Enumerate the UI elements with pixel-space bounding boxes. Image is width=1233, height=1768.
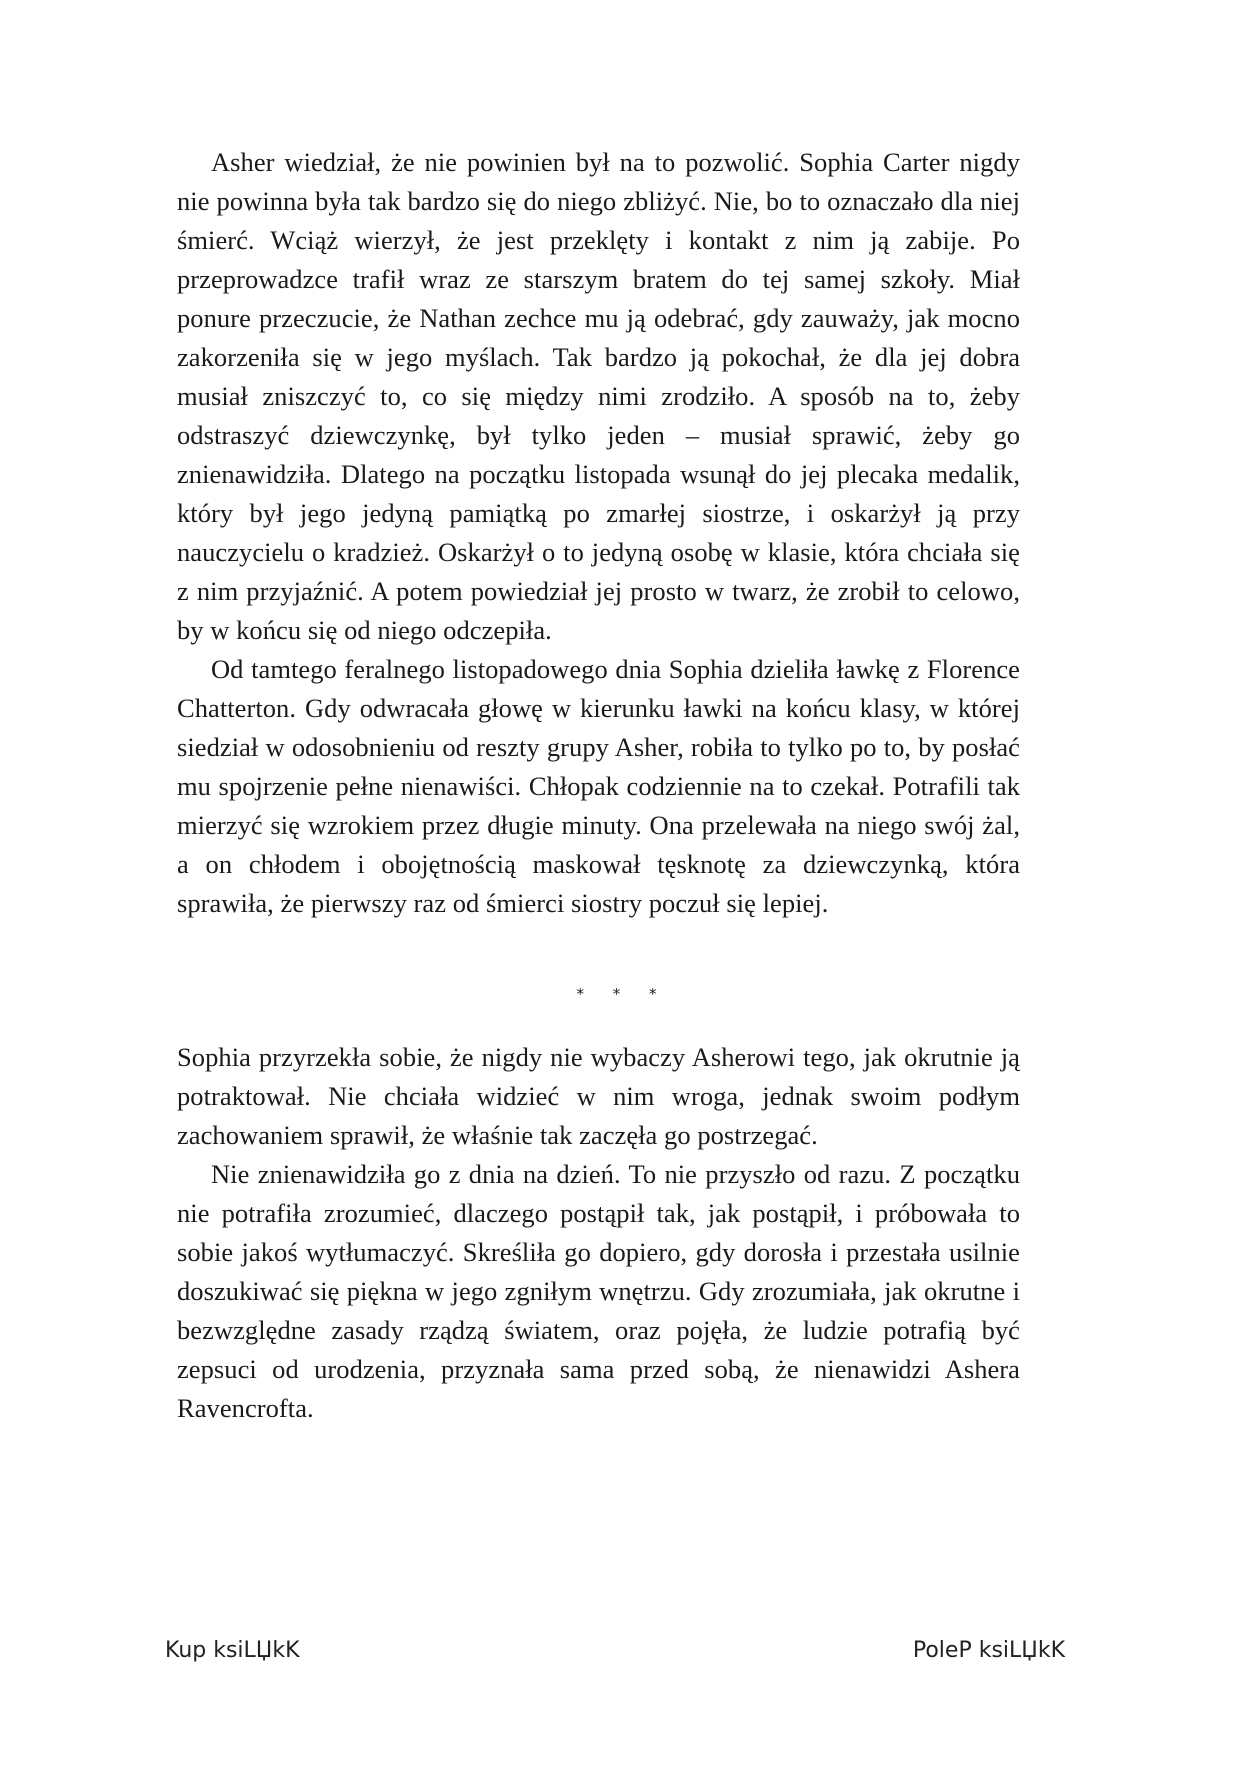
paragraph: Asher wiedział, że nie powinien był na to pozwolić. Sophia Carter nigdy nie powinna była tak bardzo się do niego zbliżyć. Nie, bo to oznaczało dla niej śmierć. Wciąż wierzył, że jest przeklęty i kontakt z nim ją zabije. Po przeprowadzce trafił wraz ze starszym bratem do tej samej szkoły. Miał ponure przeczucie, że Nathan zechce mu ją odebrać, gdy zauważy, jak mocno zakorzeniła się w jego myślach. Tak bardzo ją pokochał, że dla jej dobra musiał zniszczyć to, co się między nimi zrodziło. A sposób na to, żeby odstraszyć dziewczynkę, był tylko jeden – musiał sprawić, żeby go znienawidziła. Dlatego na początku listopada wsunął do jej plecaka medalik, który był jego jedyną pamiątką po zmarłej siostrze, i oskarżył ją przy nauczycielu o kradzież. Oskarżył o to jedyną osobę w klasie, która chciała się z nim przyjaźnić. A potem powiedział jej prosto w twarz, że zrobił to celowo, by w końcu się od niego odczepiła. (177, 147, 1020, 645)
text-section-2 (177, 1038, 1020, 1428)
paragraph: Od tamtego feralnego listopadowego dnia Sophia dzieliła ławkę z Florence Chatterton. Gdy odwracała głowę w kierunku ławki na końcu klasy, w której siedział w odosobnieniu od reszty grupy Asher, robiła to tylko po to, by posłać mu spojrzenie pełne nienawiści. Chłopak codziennie na to czekał. Potrafili tak mierzyć się wzrokiem przez długie minuty. Ona przelewała na niego swój żal, a on chłodem i obojętnością maskował tęsknotę za dziewczynką, która sprawiła, że pierwszy raz od śmierci siostry poczuł się lepiej. (177, 654, 1020, 918)
text-section-1 (177, 143, 1020, 923)
paragraph: Sophia przyrzekła sobie, że nigdy nie wybaczy Asherowi tego, jak okrutnie ją potraktował. Nie chciała widzieć w nim wroga, jednak swoim podłym zachowaniem sprawił, że właśnie tak zaczęła go postrzegać. (177, 1042, 1020, 1150)
section-separator: * * * (576, 985, 669, 1003)
paragraph: Nie znienawidziła go z dnia na dzień. To nie przyszło od razu. Z początku nie potrafiła zrozumieć, dlaczego postąpił tak, jak postąpił, i próbowała to sobie jakoś wytłumaczyć. Skreśliła go dopiero, gdy dorosła i przestała usilnie doszukiwać się piękna w jego zgniłym wnętrzu. Gdy zrozumiała, jak okrutne i bezwzględne zasady rządzą światem, oraz pojęła, że ludzie potrafią być zepsuci od urodzenia, przyznała sama przed sobą, że nienawidzi Ashera Ravencrofta. (177, 1159, 1020, 1423)
buy-book-link[interactable]: Kup ksiLЏkK (165, 1638, 300, 1663)
recommend-book-link[interactable]: PoleP ksiLЏkK (912, 1638, 1065, 1663)
